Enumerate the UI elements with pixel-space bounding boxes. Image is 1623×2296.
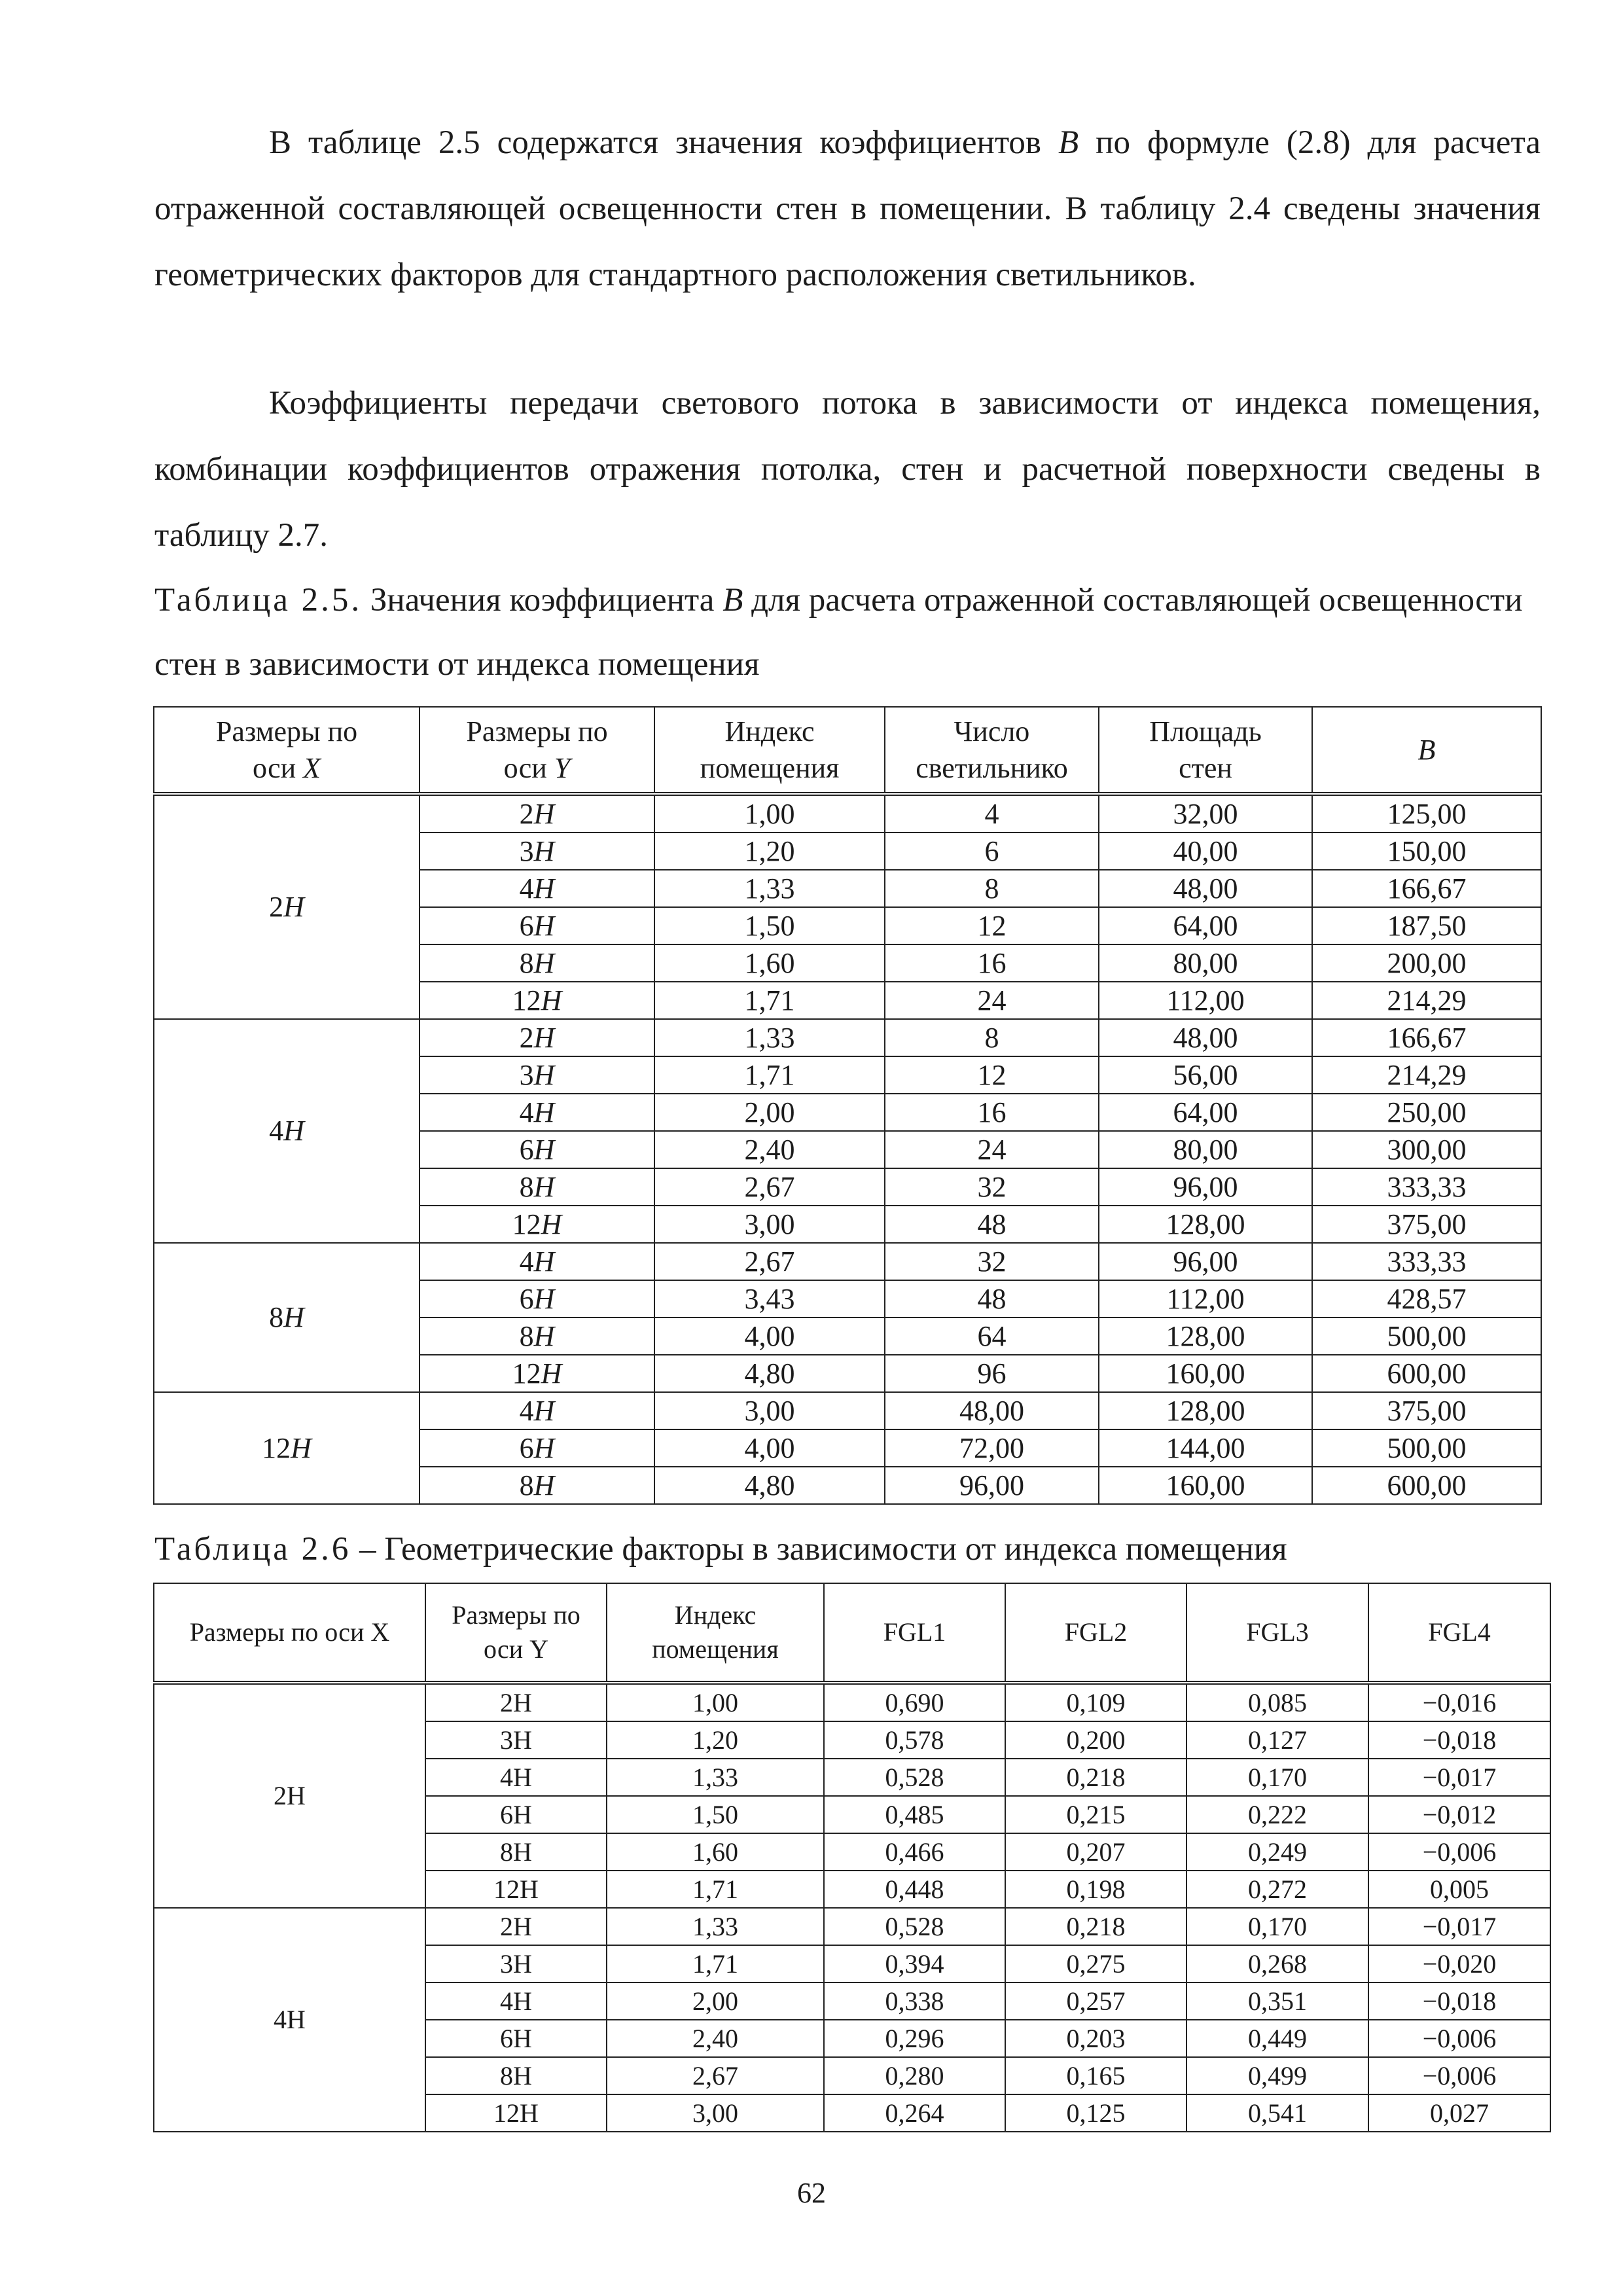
cell-luminaire-count: 24	[885, 982, 1099, 1019]
table-row	[154, 1392, 1541, 1429]
cell-size-y-h-symbol: H	[533, 1021, 555, 1054]
header-size-y-2-line2: оси Y	[483, 1634, 549, 1664]
cell-room-index: 1,20	[654, 833, 885, 870]
cell-size-y	[419, 1318, 654, 1355]
page-number: 62	[797, 2177, 826, 2209]
header-size-x-line1: Размеры по	[215, 715, 358, 747]
header-size-x-axis: X	[303, 751, 321, 784]
cell-wall-area: 96,00	[1099, 1168, 1312, 1206]
cell-size-y-multiplier: 4	[519, 1245, 534, 1278]
table-2-6-caption-label: Таблица 2.6	[154, 1531, 351, 1568]
cell-room-index: 1,50	[607, 1796, 824, 1833]
cell-size-y-h-symbol: H	[541, 1357, 562, 1390]
cell-room-index: 4,80	[654, 1467, 885, 1504]
cell-room-index: 1,60	[654, 944, 885, 982]
cell-size-y	[419, 1467, 654, 1504]
cell-coefficient-b: 500,00	[1312, 1318, 1541, 1355]
cell-wall-area: 40,00	[1099, 833, 1312, 870]
cell-size-y-multiplier: 8	[519, 946, 534, 979]
cell-fgl2: 0,218	[1005, 1908, 1186, 1945]
header-fgl4: FGL4	[1368, 1583, 1550, 1683]
cell-room-index: 1,33	[607, 1759, 824, 1796]
cell-size-y	[419, 1094, 654, 1131]
header-wall-area-line1: Площадь	[1149, 715, 1262, 747]
cell-wall-area: 160,00	[1099, 1355, 1312, 1392]
cell-size-y: 12H	[425, 1871, 607, 1908]
table-2-5-caption-variable: B	[722, 582, 743, 619]
cell-room-index: 2,00	[607, 1982, 824, 2020]
cell-luminaire-count: 16	[885, 944, 1099, 982]
header-size-y	[419, 707, 654, 794]
cell-fgl4: −0,012	[1368, 1796, 1550, 1833]
cell-room-index: 2,67	[654, 1168, 885, 1206]
cell-size-y	[419, 1355, 654, 1392]
header-fgl1: FGL1	[824, 1583, 1005, 1683]
cell-size-x-multiplier: 8	[269, 1301, 284, 1333]
cell-size-y: 3H	[425, 1945, 607, 1982]
cell-size-y-h-symbol: H	[533, 1245, 555, 1278]
para2-text: Коэффициенты передачи светового потока в зависимости от индекса помещения, комбинации коэффициентов отражения потолка, стен и расчетной поверхности сведены в таблицу 2.7.	[154, 385, 1541, 554]
cell-fgl1: 0,690	[824, 1683, 1005, 1721]
cell-fgl4: 0,005	[1368, 1871, 1550, 1908]
table-2-5-caption-text: Значения коэффициента	[362, 582, 723, 619]
header-size-y-line2: оси	[503, 751, 554, 784]
cell-size-y-multiplier: 8	[519, 1319, 534, 1352]
cell-room-index: 3,00	[654, 1206, 885, 1243]
cell-size-y: 12H	[425, 2094, 607, 2132]
cell-size-y-h-symbol: H	[533, 1282, 555, 1315]
header-coefficient-b: B	[1312, 707, 1541, 794]
cell-room-index: 1,20	[607, 1721, 824, 1759]
cell-fgl3: 0,249	[1186, 1833, 1368, 1871]
header-size-y-2-line1: Размеры по	[452, 1600, 580, 1630]
cell-coefficient-b: 375,00	[1312, 1206, 1541, 1243]
table-row	[154, 1019, 1541, 1056]
cell-size-y	[419, 1392, 654, 1429]
header-room-index	[654, 707, 885, 794]
header-size-x-2: Размеры по оси X	[154, 1583, 425, 1683]
table-2-6-header-row	[154, 1583, 1550, 1683]
cell-fgl3: 0,351	[1186, 1982, 1368, 2020]
cell-fgl2: 0,200	[1005, 1721, 1186, 1759]
cell-fgl1: 0,528	[824, 1759, 1005, 1796]
cell-size-y-h-symbol: H	[533, 1096, 555, 1128]
cell-luminaire-count: 32	[885, 1168, 1099, 1206]
table-row	[154, 1243, 1541, 1280]
cell-fgl1: 0,394	[824, 1945, 1005, 1982]
cell-size-y-multiplier: 3	[519, 834, 534, 867]
cell-size-y-multiplier: 4	[519, 872, 534, 905]
cell-fgl1: 0,338	[824, 1982, 1005, 2020]
cell-room-index: 1,00	[654, 794, 885, 833]
cell-luminaire-count: 48,00	[885, 1392, 1099, 1429]
cell-fgl4: −0,006	[1368, 2020, 1550, 2057]
cell-coefficient-b: 333,33	[1312, 1168, 1541, 1206]
header-room-index-2-line1: Индекс	[674, 1600, 757, 1630]
cell-size-y-multiplier: 4	[519, 1096, 534, 1128]
cell-fgl2: 0,109	[1005, 1683, 1186, 1721]
cell-size-y-multiplier: 8	[519, 1469, 534, 1501]
cell-room-index: 1,60	[607, 1833, 824, 1871]
cell-coefficient-b: 166,67	[1312, 870, 1541, 907]
cell-room-index: 1,00	[607, 1683, 824, 1721]
cell-fgl2: 0,257	[1005, 1982, 1186, 2020]
cell-size-y-h-symbol: H	[533, 1058, 555, 1091]
cell-room-index: 2,67	[607, 2057, 824, 2094]
cell-luminaire-count: 48	[885, 1206, 1099, 1243]
cell-size-y: 2H	[425, 1908, 607, 1945]
cell-size-y	[419, 794, 654, 833]
cell-room-index: 1,33	[607, 1908, 824, 1945]
table-2-5-caption-label: Таблица 2.5.	[154, 582, 363, 619]
table-row	[154, 1908, 1550, 1945]
cell-size-y	[419, 833, 654, 870]
cell-fgl1: 0,578	[824, 1721, 1005, 1759]
cell-size-y-h-symbol: H	[533, 1319, 555, 1352]
cell-size-x-h-symbol: H	[283, 891, 304, 923]
cell-luminaire-count: 48	[885, 1280, 1099, 1318]
cell-size-y	[419, 1131, 654, 1168]
cell-room-index: 4,80	[654, 1355, 885, 1392]
cell-size-y-h-symbol: H	[533, 1133, 555, 1166]
cell-size-y	[419, 1429, 654, 1467]
cell-wall-area: 80,00	[1099, 944, 1312, 982]
cell-room-index: 1,50	[654, 907, 885, 944]
cell-size-y: 6H	[425, 1796, 607, 1833]
cell-coefficient-b: 214,29	[1312, 982, 1541, 1019]
cell-size-y-multiplier: 12	[512, 1357, 541, 1390]
cell-size-y-multiplier: 2	[519, 1021, 534, 1054]
cell-fgl3: 0,085	[1186, 1683, 1368, 1721]
header-size-y-line1: Размеры по	[466, 715, 608, 747]
cell-room-index: 2,00	[654, 1094, 885, 1131]
cell-fgl1: 0,466	[824, 1833, 1005, 1871]
header-fgl2: FGL2	[1005, 1583, 1186, 1683]
cell-size-y	[419, 1168, 654, 1206]
cell-size-y	[419, 1056, 654, 1094]
cell-room-index: 1,71	[654, 1056, 885, 1094]
cell-size-y: 8H	[425, 1833, 607, 1871]
header-size-x-line2: оси	[252, 751, 304, 784]
cell-size-x: 4H	[154, 1908, 425, 2132]
cell-fgl2: 0,125	[1005, 2094, 1186, 2132]
cell-room-index: 3,43	[654, 1280, 885, 1318]
cell-coefficient-b: 300,00	[1312, 1131, 1541, 1168]
cell-fgl2: 0,203	[1005, 2020, 1186, 2057]
cell-size-y-h-symbol: H	[533, 872, 555, 905]
cell-fgl4: 0,027	[1368, 2094, 1550, 2132]
table-2-5-caption-text-end: для расчета отраженной составляющей освещенности стен в зависимости от индекса помещения	[154, 582, 1523, 683]
cell-fgl3: 0,499	[1186, 2057, 1368, 2094]
cell-size-y-multiplier: 6	[519, 1431, 534, 1464]
cell-fgl1: 0,280	[824, 2057, 1005, 2094]
cell-size-y-h-symbol: H	[541, 984, 562, 1016]
cell-size-y: 4H	[425, 1759, 607, 1796]
cell-size-x-h-symbol: H	[283, 1301, 304, 1333]
cell-fgl1: 0,448	[824, 1871, 1005, 1908]
cell-fgl3: 0,449	[1186, 2020, 1368, 2057]
cell-fgl2: 0,215	[1005, 1796, 1186, 1833]
cell-luminaire-count: 24	[885, 1131, 1099, 1168]
cell-luminaire-count: 16	[885, 1094, 1099, 1131]
table-2-5	[153, 706, 1542, 1505]
cell-wall-area: 160,00	[1099, 1467, 1312, 1504]
cell-coefficient-b: 150,00	[1312, 833, 1541, 870]
table-row	[154, 794, 1541, 833]
cell-fgl4: −0,017	[1368, 1908, 1550, 1945]
cell-wall-area: 144,00	[1099, 1429, 1312, 1467]
cell-coefficient-b: 600,00	[1312, 1467, 1541, 1504]
cell-luminaire-count: 64	[885, 1318, 1099, 1355]
para1-text-start: В таблице 2.5 содержатся значения коэффициентов	[269, 124, 1059, 161]
cell-luminaire-count: 8	[885, 870, 1099, 907]
cell-size-x-multiplier: 12	[262, 1431, 291, 1464]
header-room-index-line1: Индекс	[724, 715, 815, 747]
cell-wall-area: 128,00	[1099, 1392, 1312, 1429]
cell-fgl3: 0,170	[1186, 1908, 1368, 1945]
cell-fgl1: 0,264	[824, 2094, 1005, 2132]
cell-coefficient-b: 333,33	[1312, 1243, 1541, 1280]
cell-size-y-h-symbol: H	[533, 1394, 555, 1427]
table-2-5-header-row	[154, 707, 1541, 794]
cell-fgl2: 0,198	[1005, 1871, 1186, 1908]
table-2-6-caption-text: – Геометрические факторы в зависимости от индекса помещения	[351, 1531, 1287, 1568]
cell-size-y	[419, 1243, 654, 1280]
table-2-5-body	[154, 794, 1541, 1504]
cell-size-y: 3H	[425, 1721, 607, 1759]
cell-wall-area: 32,00	[1099, 794, 1312, 833]
cell-size-y	[419, 982, 654, 1019]
cell-luminaire-count: 96,00	[885, 1467, 1099, 1504]
cell-wall-area: 48,00	[1099, 870, 1312, 907]
cell-room-index: 1,33	[654, 870, 885, 907]
cell-fgl4: −0,006	[1368, 1833, 1550, 1871]
cell-luminaire-count: 6	[885, 833, 1099, 870]
cell-room-index: 1,71	[607, 1871, 824, 1908]
cell-size-y-h-symbol: H	[541, 1208, 562, 1240]
cell-room-index: 2,40	[654, 1131, 885, 1168]
cell-room-index: 1,71	[607, 1945, 824, 1982]
cell-size-y	[419, 1280, 654, 1318]
cell-coefficient-b: 250,00	[1312, 1094, 1541, 1131]
cell-coefficient-b: 200,00	[1312, 944, 1541, 982]
cell-size-y	[419, 944, 654, 982]
header-size-y-2	[425, 1583, 607, 1683]
header-luminaire-count-line2: светильнико	[916, 751, 1068, 784]
cell-coefficient-b: 125,00	[1312, 794, 1541, 833]
header-wall-area-line2: стен	[1179, 751, 1232, 784]
cell-size-y-multiplier: 6	[519, 1282, 534, 1315]
cell-size-y-multiplier: 12	[512, 984, 541, 1016]
cell-wall-area: 96,00	[1099, 1243, 1312, 1280]
cell-wall-area: 80,00	[1099, 1131, 1312, 1168]
cell-luminaire-count: 72,00	[885, 1429, 1099, 1467]
cell-size-x-h-symbol: H	[291, 1431, 312, 1464]
cell-size-y-multiplier: 12	[512, 1208, 541, 1240]
cell-fgl4: −0,018	[1368, 1721, 1550, 1759]
cell-fgl4: −0,018	[1368, 1982, 1550, 2020]
cell-wall-area: 56,00	[1099, 1056, 1312, 1094]
cell-size-x: 2H	[154, 1683, 425, 1908]
cell-fgl2: 0,165	[1005, 2057, 1186, 2094]
header-fgl3: FGL3	[1186, 1583, 1368, 1683]
cell-size-y-h-symbol: H	[533, 1431, 555, 1464]
cell-size-y	[419, 907, 654, 944]
cell-coefficient-b: 428,57	[1312, 1280, 1541, 1318]
cell-size-x	[154, 794, 419, 1019]
cell-luminaire-count: 12	[885, 907, 1099, 944]
cell-coefficient-b: 500,00	[1312, 1429, 1541, 1467]
cell-room-index: 4,00	[654, 1429, 885, 1467]
cell-size-y-h-symbol: H	[533, 946, 555, 979]
cell-size-y-multiplier: 6	[519, 909, 534, 942]
cell-room-index: 1,71	[654, 982, 885, 1019]
table-row	[154, 1683, 1550, 1721]
cell-size-x-multiplier: 4	[269, 1115, 284, 1147]
cell-luminaire-count: 32	[885, 1243, 1099, 1280]
header-size-y-axis: Y	[554, 751, 571, 784]
cell-fgl3: 0,268	[1186, 1945, 1368, 1982]
table-2-6	[153, 1583, 1551, 2132]
cell-size-y-h-symbol: H	[533, 834, 555, 867]
cell-size-y-multiplier: 2	[519, 797, 534, 830]
cell-size-x-multiplier: 2	[269, 891, 284, 923]
cell-wall-area: 128,00	[1099, 1206, 1312, 1243]
cell-luminaire-count: 96	[885, 1355, 1099, 1392]
cell-size-y: 2H	[425, 1683, 607, 1721]
header-room-index-2-line2: помещения	[652, 1634, 779, 1664]
cell-room-index: 3,00	[654, 1392, 885, 1429]
cell-fgl3: 0,272	[1186, 1871, 1368, 1908]
cell-wall-area: 112,00	[1099, 982, 1312, 1019]
cell-size-y-multiplier: 4	[519, 1394, 534, 1427]
cell-size-x	[154, 1243, 419, 1392]
cell-size-y: 8H	[425, 2057, 607, 2094]
cell-fgl1: 0,296	[824, 2020, 1005, 2057]
cell-fgl4: −0,016	[1368, 1683, 1550, 1721]
cell-wall-area: 48,00	[1099, 1019, 1312, 1056]
cell-fgl4: −0,006	[1368, 2057, 1550, 2094]
paragraph-table-2-5-intro	[154, 110, 1541, 308]
cell-wall-area: 64,00	[1099, 907, 1312, 944]
header-wall-area	[1099, 707, 1312, 794]
cell-wall-area: 112,00	[1099, 1280, 1312, 1318]
cell-size-y: 4H	[425, 1982, 607, 2020]
table-2-6-caption	[154, 1517, 1548, 1581]
cell-room-index: 3,00	[607, 2094, 824, 2132]
cell-size-y-h-symbol: H	[533, 1170, 555, 1203]
cell-size-y-multiplier: 3	[519, 1058, 534, 1091]
cell-fgl3: 0,127	[1186, 1721, 1368, 1759]
table-2-6-body	[154, 1683, 1550, 2132]
cell-coefficient-b: 214,29	[1312, 1056, 1541, 1094]
cell-size-x	[154, 1019, 419, 1243]
cell-coefficient-b: 375,00	[1312, 1392, 1541, 1429]
cell-fgl3: 0,541	[1186, 2094, 1368, 2132]
cell-size-y	[419, 1206, 654, 1243]
cell-luminaire-count: 8	[885, 1019, 1099, 1056]
table-2-5-caption	[154, 568, 1548, 696]
para1-text-end: по формуле (2.8) для расчета отраженной составляющей освещенности стен в помещении. В таблицу 2.4 сведены значения геометрических факторов для стандартного расположения светильников.	[154, 124, 1541, 293]
cell-fgl2: 0,275	[1005, 1945, 1186, 1982]
cell-size-y-h-symbol: H	[533, 1469, 555, 1501]
cell-fgl4: −0,017	[1368, 1759, 1550, 1796]
cell-fgl3: 0,222	[1186, 1796, 1368, 1833]
cell-size-x	[154, 1392, 419, 1504]
cell-wall-area: 64,00	[1099, 1094, 1312, 1131]
cell-size-y-h-symbol: H	[533, 797, 555, 830]
para1-variable: B	[1058, 124, 1079, 161]
cell-room-index: 2,40	[607, 2020, 824, 2057]
header-luminaire-count-line1: Число	[954, 715, 1030, 747]
cell-luminaire-count: 4	[885, 794, 1099, 833]
cell-wall-area: 128,00	[1099, 1318, 1312, 1355]
cell-room-index: 4,00	[654, 1318, 885, 1355]
cell-fgl4: −0,020	[1368, 1945, 1550, 1982]
cell-coefficient-b: 600,00	[1312, 1355, 1541, 1392]
cell-size-y-multiplier: 6	[519, 1133, 534, 1166]
cell-size-y	[419, 870, 654, 907]
cell-size-y-h-symbol: H	[533, 909, 555, 942]
cell-fgl1: 0,528	[824, 1908, 1005, 1945]
cell-room-index: 2,67	[654, 1243, 885, 1280]
cell-size-y-multiplier: 8	[519, 1170, 534, 1203]
cell-coefficient-b: 166,67	[1312, 1019, 1541, 1056]
cell-fgl2: 0,218	[1005, 1759, 1186, 1796]
header-size-x	[154, 707, 419, 794]
cell-fgl1: 0,485	[824, 1796, 1005, 1833]
cell-size-y	[419, 1019, 654, 1056]
cell-room-index: 1,33	[654, 1019, 885, 1056]
cell-fgl3: 0,170	[1186, 1759, 1368, 1796]
cell-size-y: 6H	[425, 2020, 607, 2057]
paragraph-transfer-coefficients	[154, 370, 1541, 569]
cell-size-x-h-symbol: H	[283, 1115, 304, 1147]
cell-luminaire-count: 12	[885, 1056, 1099, 1094]
cell-fgl2: 0,207	[1005, 1833, 1186, 1871]
header-room-index-line2: помещения	[700, 751, 840, 784]
header-luminaire-count	[885, 707, 1099, 794]
cell-coefficient-b: 187,50	[1312, 907, 1541, 944]
header-room-index-2	[607, 1583, 824, 1683]
